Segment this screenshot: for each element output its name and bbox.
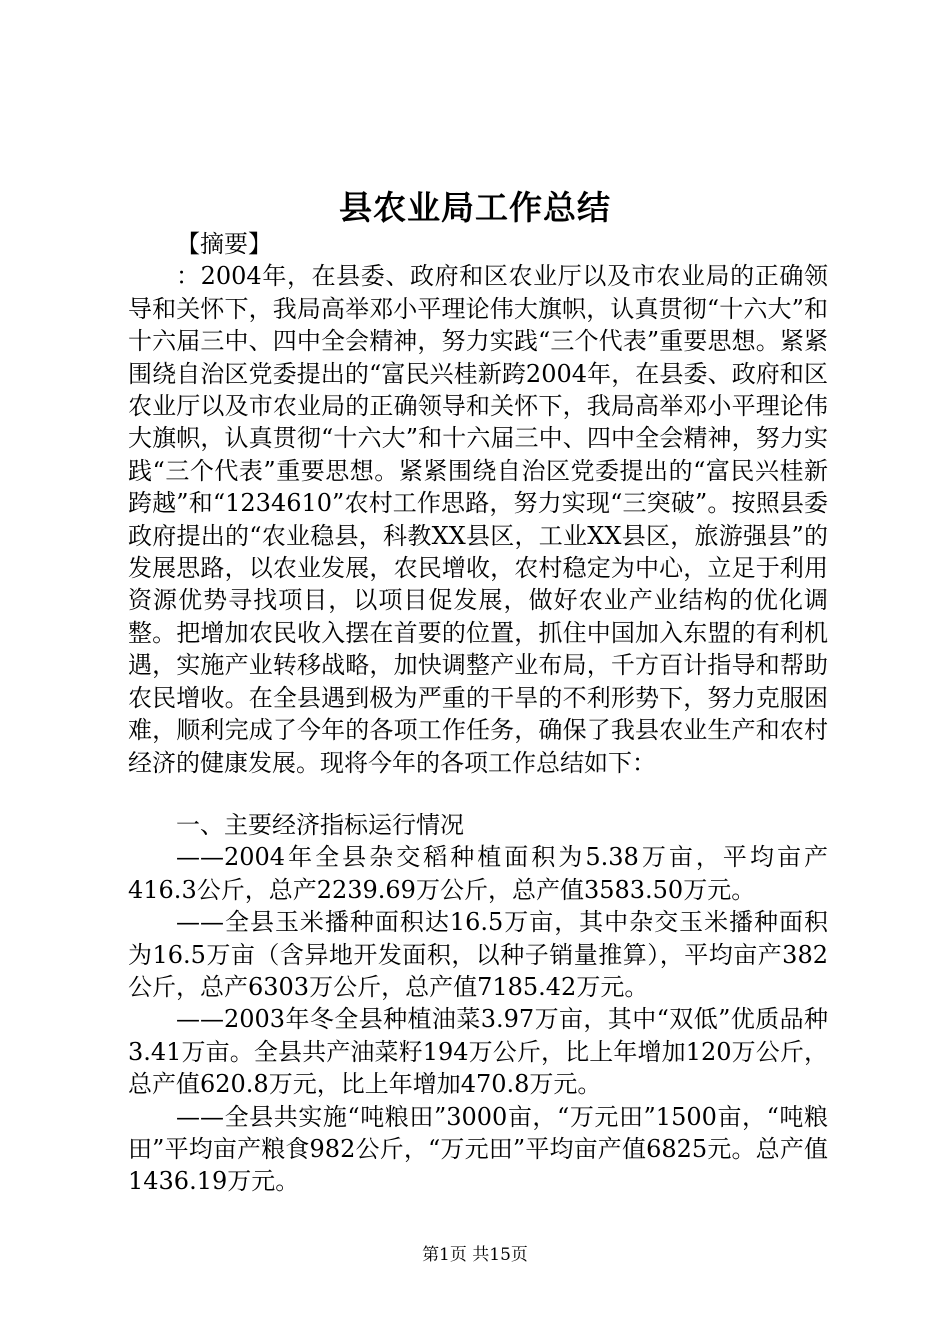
section-heading: 一、主要经济指标运行情况: [176, 810, 464, 839]
indicator-item-rice: ——2004年全县杂交稻种植面积为5.38万亩，平均亩产416.3公斤，总产2239.69万公斤，总产值3583.50万元。: [128, 843, 828, 904]
abstract-label: 【摘要】: [176, 230, 272, 258]
indicator-item-rapeseed: ——2003年冬全县种植油菜3.97万亩，其中“双低”优质品种3.41万亩。全县共产油菜籽194万公斤，比上年增加120万公斤，总产值620.8万元，比上年增加470.8万元。: [128, 1005, 828, 1099]
indicator-item-corn: ——全县玉米播种面积达16.5万亩，其中杂交玉米播种面积为16.5万亩（含异地开发面积，以种子销量推算），平均亩产382公斤，总产6303万公斤，总产值7185.42万元。: [128, 908, 828, 1001]
document-title: 县农业局工作总结: [339, 188, 611, 227]
document-body: [128, 228, 828, 1198]
indicator-item-high-yield-fields: ——全县共实施“吨粮田”3000亩，“万元田”1500亩，“吨粮田”平均亩产粮食982公斤，“万元田”平均亩产值6825元。总产值1436.19万元。: [128, 1102, 828, 1196]
page-number-footer: 第1页 共15页: [422, 1245, 528, 1265]
abstract-paragraph: ：2004年，在县委、政府和区农业厅以及市农业局的正确领导和关怀下，我局高举邓小平理论伟大旗帜，认真贯彻“十六大”和十六届三中、四中全会精神，努力实践“三个代表”重要思想。紧紧围绕自治区党委提出的“富民兴桂新跨2004年，在县委、政府和区农业厅以及市农业局的正确领导和关怀下，我局高举邓小平理论伟大旗帜，认真贯彻“十六大”和十六届三中、四中全会精神，努力实践“三个代表”重要思想。紧紧围绕自治区党委提出的“富民兴桂新跨越”和“1234610”农村工作思路，努力实现“三突破”。按照县委政府提出的“农业稳县，科教XX县区，工业XX县区，旅游强县”的发展思路，以农业发展，农民增收，农村稳定为中心，立足于利用资源优势寻找项目，以项目促发展，做好农业产业结构的优化调整。把增加农民收入摆在首要的位置，抓住中国加入东盟的有利机遇，实施产业转移战略，加快调整产业布局，千方百计指导和帮助农民增收。在全县遇到极为严重的干旱的不利形势下，努力克服困难，顺利完成了今年的各项工作任务，确保了我县农业生产和农村经济的健康发展。现将今年的各项工作总结如下：: [128, 262, 828, 777]
paragraph-spacer: [128, 779, 828, 809]
